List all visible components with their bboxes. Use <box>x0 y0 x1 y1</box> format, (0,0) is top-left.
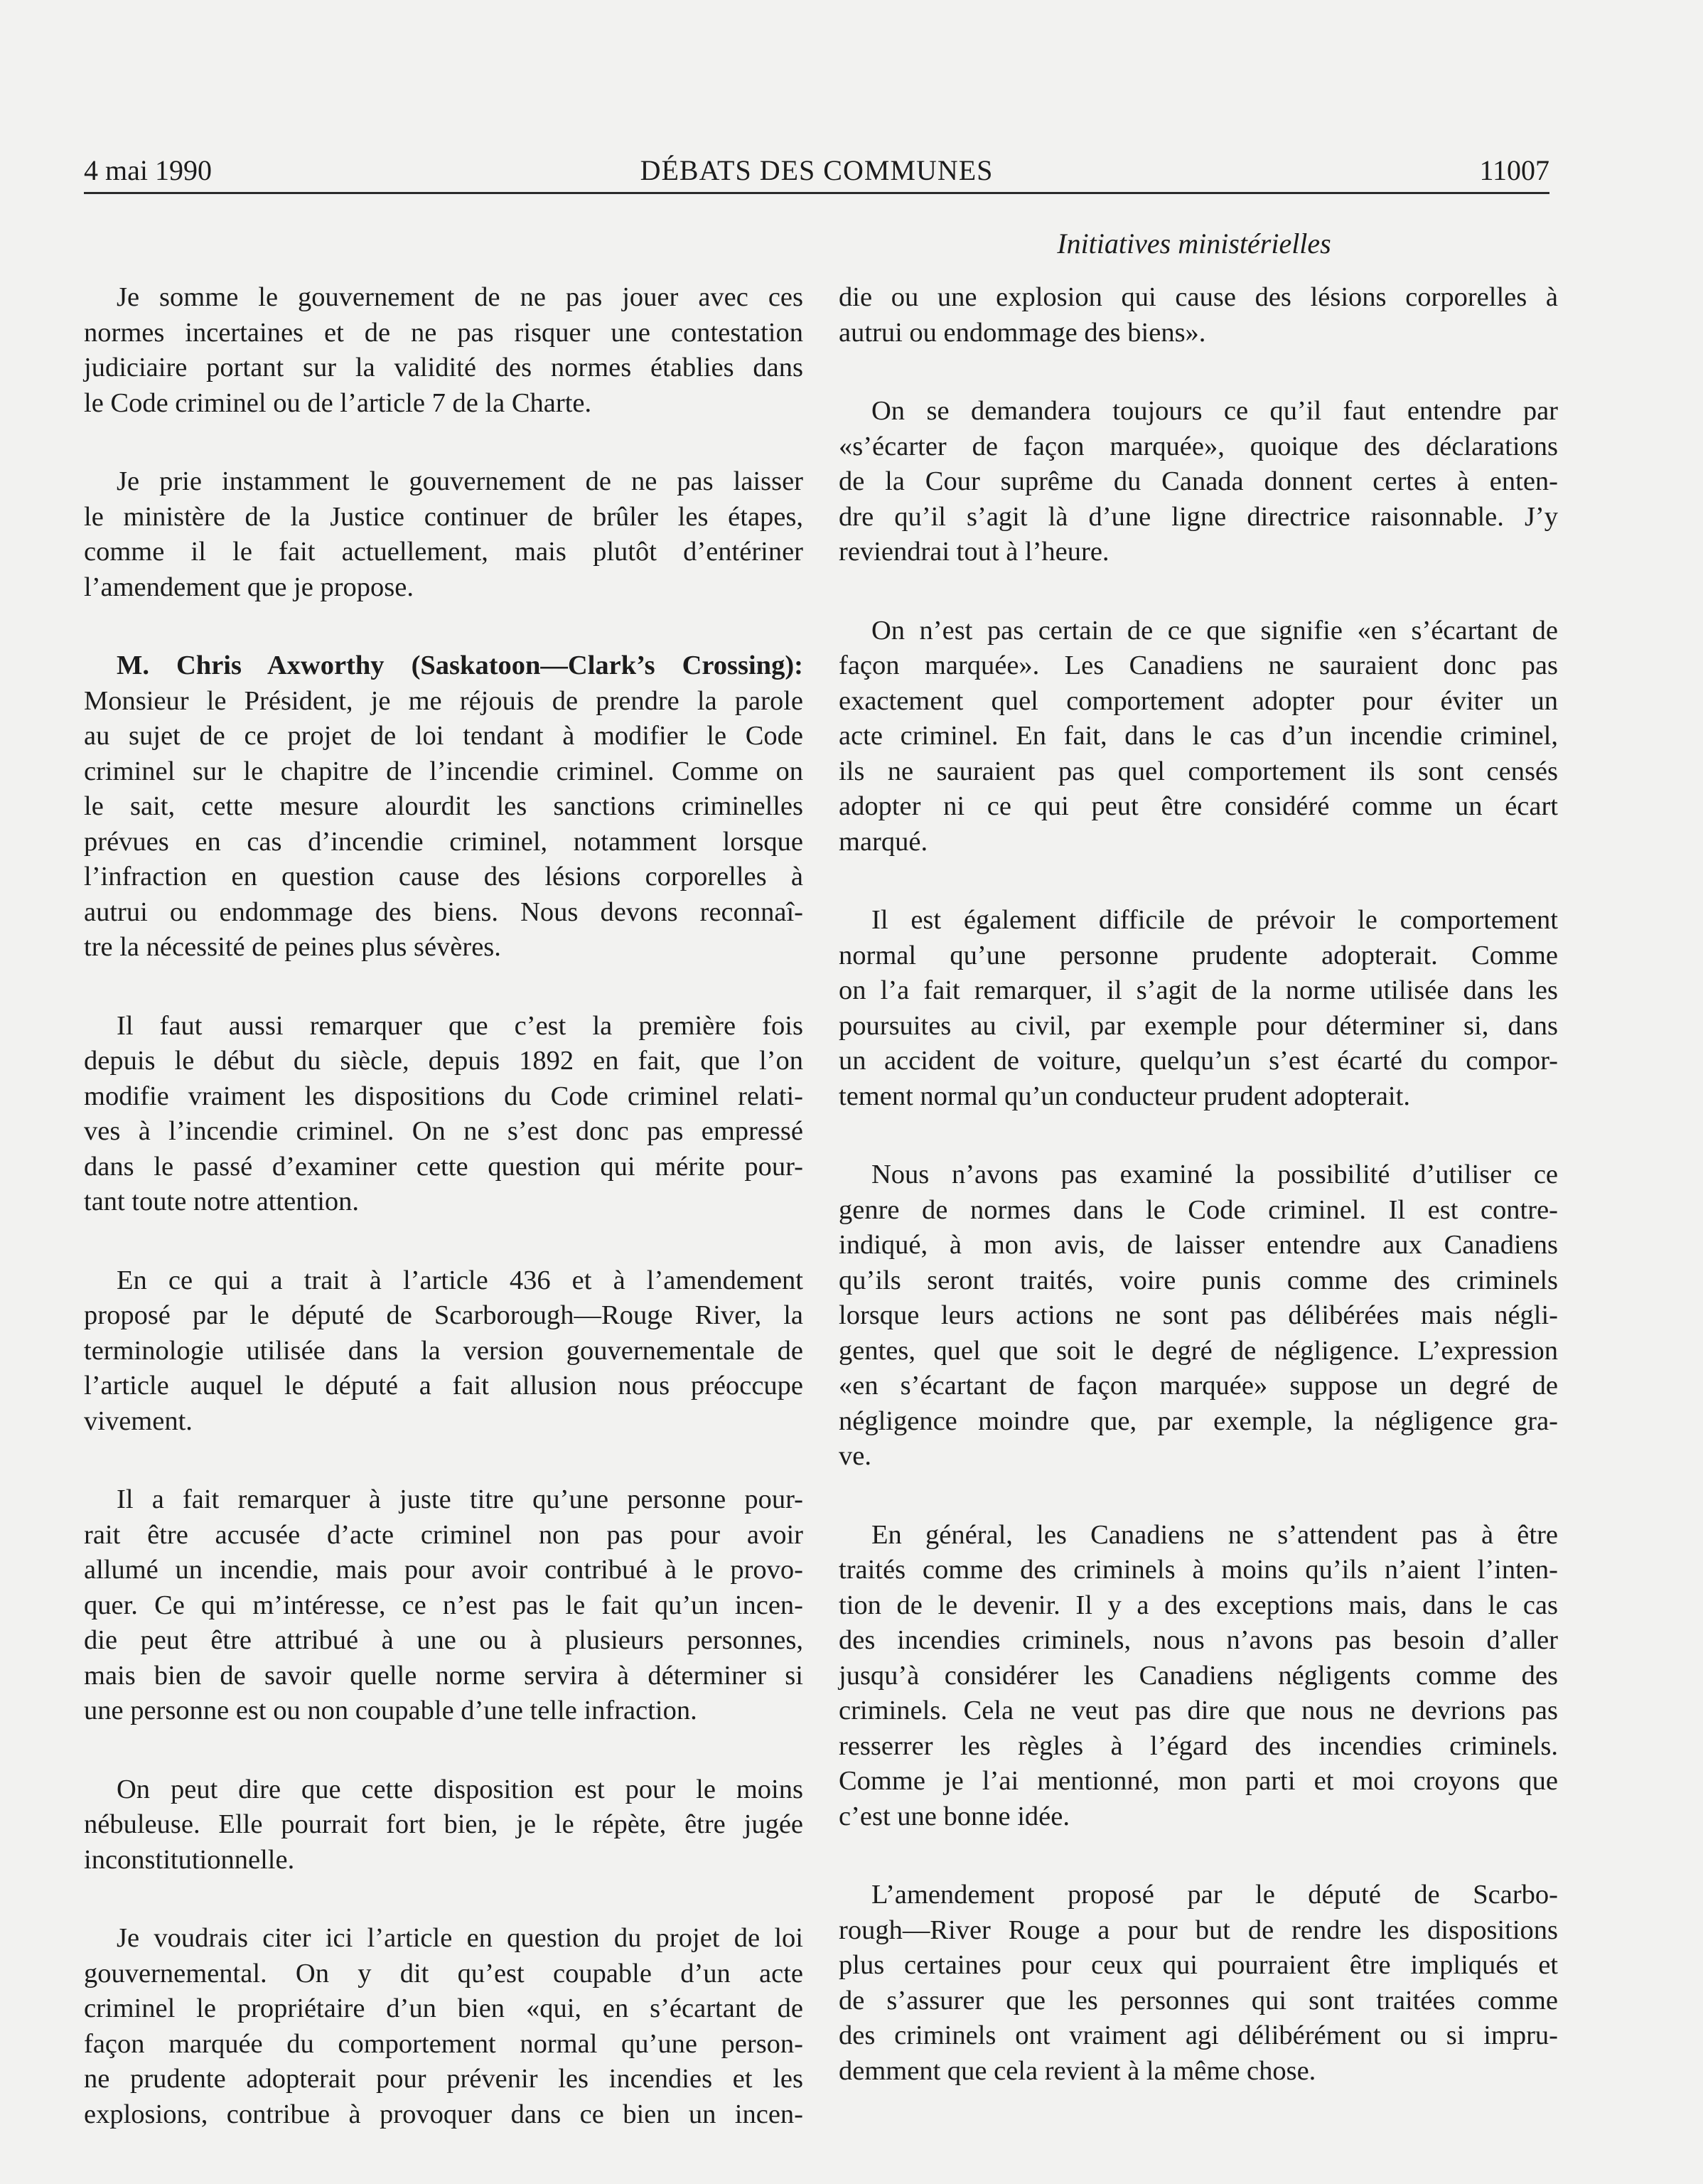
text-line: die ou une explosion qui cause des lésions corporelles à <box>839 282 1558 312</box>
text-line: marqué. <box>839 826 928 857</box>
text-line: gouvernemental. On y dit qu’est coupable d’un acte <box>84 1958 803 1988</box>
text-line: tement normal qu’un conducteur prudent adopterait. <box>839 1081 1410 1111</box>
paragraph <box>839 1157 1558 1474</box>
left-column <box>84 280 803 2175</box>
text-line: dans le passé d’examiner cette question qui mérite pour- <box>84 1151 803 1182</box>
text-line: indiqué, à mon avis, de laisser entendre aux Canadiens <box>839 1230 1558 1260</box>
text-line: prévues en cas d’incendie criminel, notamment lorsque <box>84 826 803 857</box>
paragraph <box>839 280 1558 350</box>
text-line: comme il le fait actuellement, mais plutôt d’entériner <box>84 537 803 567</box>
paragraph <box>839 1878 1558 2089</box>
text-line: Il est également difficile de prévoir le comportement <box>871 905 1558 935</box>
text-line: une personne est ou non coupable d’une telle infraction. <box>84 1696 697 1725</box>
text-line: dre qu’il s’agit là d’une ligne directrice raisonnable. J’y <box>839 501 1558 532</box>
text-line: On n’est pas certain de ce que signifie «en s’écartant de <box>871 615 1558 646</box>
header-title: DÉBATS DES COMMUNES <box>640 154 994 186</box>
text-line: rough—River Rouge a pour but de rendre les dispositions <box>839 1915 1558 1945</box>
text-line: négligence moindre que, par exemple, la négligence gra- <box>839 1406 1558 1436</box>
text-line: jusqu’à considérer les Canadiens négligents comme des <box>839 1660 1558 1691</box>
text-line: le sait, cette mesure alourdit les sanctions criminelles <box>84 791 803 821</box>
text-line: mais bien de savoir quelle norme servira à déterminer si <box>84 1660 803 1691</box>
paragraph <box>839 1518 1558 1835</box>
text-line: L’amendement proposé par le député de Scarbo- <box>871 1880 1558 1910</box>
text-line: depuis le début du siècle, depuis 1892 en fait, que l’on <box>84 1046 803 1076</box>
text-line: ils ne sauraient pas quel comportement ils sont censés <box>839 756 1558 786</box>
text-line: façon marquée». Les Canadiens ne sauraient donc pas <box>839 651 1558 680</box>
text-line: die peut être attribué à une ou à plusieurs personnes, <box>84 1625 803 1655</box>
text-line: ves à l’incendie criminel. On ne s’est donc pas empressé <box>84 1116 803 1146</box>
text-line: nébuleuse. Elle pourrait fort bien, je le répète, être jugée <box>84 1809 803 1839</box>
text-line: façon marquée du comportement normal qu’une person- <box>84 2028 803 2059</box>
paragraph <box>839 903 1558 1114</box>
text-line: judiciaire portant sur la validité des normes établies dans <box>84 353 803 382</box>
header-page-number: 11007 <box>1479 154 1549 186</box>
text-line: modifie vraiment les dispositions du Code criminel relati- <box>84 1081 803 1111</box>
paragraph <box>84 1263 803 1440</box>
text-line: Comme je l’ai mentionné, mon parti et moi croyons que <box>839 1766 1558 1796</box>
text-line: On peut dire que cette disposition est pour le moins <box>117 1774 803 1804</box>
text-line: tre la nécessité de peines plus sévères. <box>84 932 501 962</box>
text-line: criminel le propriétaire d’un bien «qui, en s’écartant de <box>84 1993 803 2023</box>
text-line: quer. Ce qui m’intéresse, ce n’est pas le fait qu’un incen- <box>84 1590 803 1620</box>
text-line: Je somme le gouvernement de ne pas jouer avec ces <box>117 282 803 312</box>
text-line: inconstitutionnelle. <box>84 1844 295 1875</box>
speaker-name: M. Chris Axworthy (Saskatoon—Clark’s Crossing): <box>117 651 803 680</box>
text-line: Je prie instamment le gouvernement de ne pas laisser <box>117 466 803 496</box>
text-line: un accident de voiture, quelqu’un s’est écarté du compor- <box>839 1046 1558 1076</box>
paragraph <box>84 464 803 605</box>
text-line: terminologie utilisée dans la version gouvernementale de <box>84 1335 803 1366</box>
text-line: gentes, quel que soit le degré de négligence. L’expression <box>839 1335 1558 1366</box>
text-line: au sujet de ce projet de loi tendant à modifier le Code <box>84 721 803 751</box>
text-line: de s’assurer que les personnes qui sont traitées comme <box>839 1985 1558 2016</box>
text-line: Je voudrais citer ici l’article en question du projet de loi <box>117 1923 803 1953</box>
text-line: le ministère de la Justice continuer de brûler les étapes, <box>84 501 803 532</box>
text-line: criminels. Cela ne veut pas dire que nous ne devrions pas <box>839 1696 1558 1725</box>
text-line: proposé par le député de Scarborough—Rouge River, la <box>84 1300 803 1330</box>
text-line: acte criminel. En fait, dans le cas d’un incendie criminel, <box>839 721 1558 751</box>
text-line: lorsque leurs actions ne sont pas délibérées mais négli- <box>839 1300 1558 1330</box>
text-line: on l’a fait remarquer, il s’agit de la norme utilisée dans les <box>839 975 1558 1005</box>
text-line: plus certaines pour ceux qui pourraient être impliqués et <box>839 1950 1558 1980</box>
text-line: Nous n’avons pas examiné la possibilité d’utiliser ce <box>871 1160 1558 1189</box>
text-line: On se demandera toujours ce qu’il faut entendre par <box>871 396 1558 426</box>
text-line: autrui ou endommage des biens. Nous devons reconnaî- <box>84 896 803 927</box>
text-line: «s’écarter de façon marquée», quoique des déclarations <box>839 431 1558 461</box>
text-line: tion de le devenir. Il y a des exceptions mais, dans le cas <box>839 1590 1558 1620</box>
paragraph <box>839 614 1558 860</box>
text-line: des criminels ont vraiment agi délibérément ou si impru- <box>839 2020 1558 2050</box>
text-line: normes incertaines et de ne pas risquer une contestation <box>84 317 803 348</box>
text-line: rait être accusée d’acte criminel non pas pour avoir <box>84 1519 803 1550</box>
text-line: genre de normes dans le Code criminel. Il est contre- <box>839 1194 1558 1225</box>
text-line: ne prudente adopterait pour prévenir les incendies et les <box>84 2064 803 2094</box>
text-line: vivement. <box>84 1406 193 1436</box>
text-line: resserrer les règles à l’égard des incendies criminels. <box>839 1730 1558 1761</box>
paragraph <box>84 280 803 421</box>
text-line: l’infraction en question cause des lésions corporelles à <box>84 862 803 892</box>
paragraph <box>84 1482 803 1729</box>
paragraph <box>84 1921 803 2132</box>
text-line: c’est une bonne idée. <box>839 1801 1070 1831</box>
text-line: de la Cour suprême du Canada donnent certes à enten- <box>839 466 1558 496</box>
text-line: ve. <box>839 1441 871 1471</box>
text-line: Il a fait remarquer à juste titre qu’une personne pour- <box>117 1484 803 1514</box>
right-column <box>839 280 1558 2132</box>
text-line: demment que cela revient à la même chose. <box>839 2055 1316 2086</box>
text-line: poursuites au civil, par exemple pour déterminer si, dans <box>839 1010 1558 1041</box>
section-subheader: Initiatives ministérielles <box>1057 228 1331 259</box>
text-line: «en s’écartant de façon marquée» suppose un degré de <box>839 1371 1558 1401</box>
text-line: exactement quel comportement adopter pour éviter un <box>839 685 1558 716</box>
text-line: Monsieur le Président, je me réjouis de prendre la parole <box>84 685 803 716</box>
text-line: En ce qui a trait à l’article 436 et à l’amendement <box>117 1265 803 1295</box>
text-line: criminel sur le chapitre de l’incendie criminel. Comme on <box>84 756 803 786</box>
text-line: adopter ni ce qui peut être considéré comme un écart <box>839 791 1558 821</box>
paragraph <box>84 1772 803 1878</box>
paragraph <box>839 394 1558 570</box>
text-line: Il faut aussi remarquer que c’est la première fois <box>117 1010 803 1041</box>
text-line: l’amendement que je propose. <box>84 572 414 602</box>
header-date: 4 mai 1990 <box>84 154 212 186</box>
text-line: des incendies criminels, nous n’avons pas besoin d’aller <box>839 1625 1558 1655</box>
text-line: allumé un incendie, mais pour avoir contribué à le provo- <box>84 1555 803 1585</box>
text-line: explosions, contribue à provoquer dans ce bien un incen- <box>84 2099 803 2129</box>
text-line: En général, les Canadiens ne s’attendent pas à être <box>871 1519 1558 1550</box>
page-header <box>84 152 1549 194</box>
text-line: tant toute notre attention. <box>84 1187 360 1216</box>
text-line: traités comme des criminels à moins qu’ils n’aient l’inten- <box>839 1555 1558 1585</box>
text-line: autrui ou endommage des biens». <box>839 317 1206 348</box>
paragraph <box>84 648 803 965</box>
text-line: qu’ils seront traités, voire punis comme des criminels <box>839 1265 1558 1295</box>
text-line: l’article auquel le député a fait allusion nous préoccupe <box>84 1371 803 1401</box>
text-line: le Code criminel ou de l’article 7 de la Charte. <box>84 387 592 418</box>
text-line: normal qu’une personne prudente adopterait. Comme <box>839 940 1558 970</box>
text-line: reviendrai tout à l’heure. <box>839 537 1110 567</box>
paragraph <box>84 1009 803 1220</box>
